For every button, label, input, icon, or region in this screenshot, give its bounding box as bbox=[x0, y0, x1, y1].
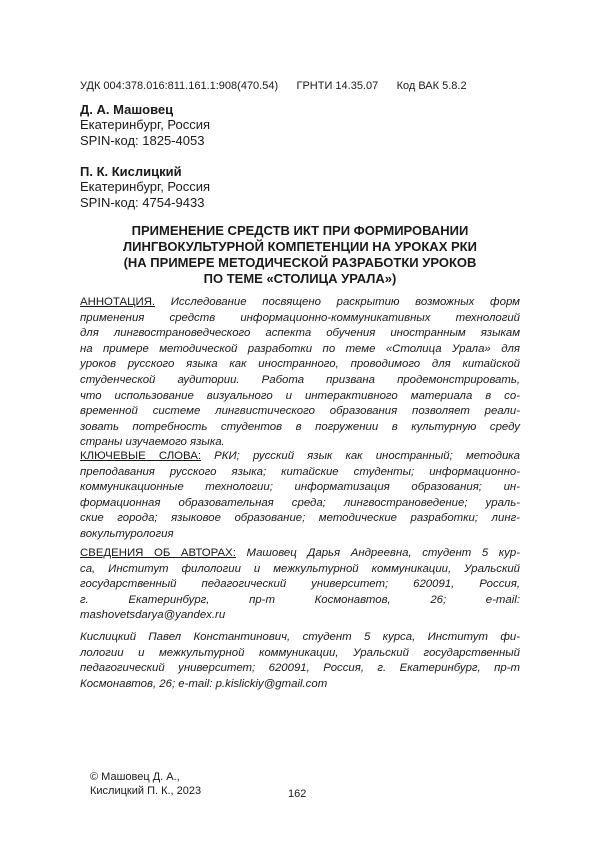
author-city: Екатеринбург, Россия bbox=[80, 179, 211, 194]
about-line: Кислицкий Павел Константинович, студент 5 курса, Институт фи- bbox=[80, 631, 520, 643]
abstract-line: студенческой аудитории. Работа призвана продемонстрировать, bbox=[80, 373, 520, 386]
vak-code: Код ВАК 5.8.2 bbox=[396, 80, 467, 92]
about-line: са, Институт филологии и межкультурной коммуникации, Уральский bbox=[80, 562, 520, 575]
author-city: Екатеринбург, Россия bbox=[80, 117, 211, 132]
grnti-code: ГРНТИ 14.35.07 bbox=[296, 80, 379, 92]
abstract-line bbox=[80, 295, 520, 311]
about-line: педагогический университет; 620091, Россия, г. Екатеринбург, пр-т bbox=[80, 662, 520, 675]
keywords bbox=[80, 449, 520, 543]
author-spin: SPIN-код: 4754-9433 bbox=[80, 195, 205, 210]
about-line: г. Екатеринбург, пр-т Космонавтов, 26; e-mail: bbox=[80, 593, 520, 606]
about-email: mashovetsdarya@yandex.ru bbox=[80, 609, 226, 622]
abstract-line: на примере методической разработки по теме «Столица Урала» для bbox=[80, 342, 520, 355]
keywords-label: КЛЮЧЕВЫЕ СЛОВА: bbox=[80, 450, 202, 462]
author-name: П. К. Кислицкий bbox=[80, 164, 182, 179]
copyright bbox=[90, 770, 201, 798]
copyright-line: © Машовец Д. А., bbox=[90, 771, 180, 783]
title-line: (НА ПРИМЕРЕ МЕТОДИЧЕСКОЙ РАЗРАБОТКИ УРОКОВ bbox=[123, 255, 477, 270]
keywords-line: преподавания русского языка; китайские студенты; информационно- bbox=[80, 465, 520, 478]
abstract-line: для лингвострановедческого аспекта обучения иностранным языкам bbox=[80, 327, 520, 340]
keywords-text: РКИ; русский язык как иностранный; методика bbox=[201, 450, 520, 462]
keywords-line bbox=[80, 449, 520, 465]
abstract-line: применения средств информационно-коммуникативных технологий bbox=[80, 311, 520, 324]
title-line: ПО ТЕМЕ «СТОЛИЦА УРАЛА») bbox=[203, 271, 397, 286]
about-line: государственный педагогический университет; 620091, Россия, bbox=[80, 578, 520, 591]
author-block-2 bbox=[80, 164, 210, 211]
abstract-line: страны изучаемого языка. bbox=[80, 436, 225, 449]
page-number: 162 bbox=[288, 788, 307, 800]
udk-code: УДК 004:378.016:811.161.1:908(470.54) bbox=[80, 80, 279, 92]
abstract bbox=[80, 295, 520, 451]
about-second-author bbox=[80, 630, 520, 692]
copyright-line: Кислицкий П. К., 2023 bbox=[90, 785, 202, 797]
about-text: Машовец Дарья Андреевна, студент 5 кур- bbox=[235, 547, 520, 559]
abstract-line: временной системе лингвистического образования позволяет реали- bbox=[80, 405, 520, 418]
abstract-text: Исследование посвящено раскрытию возможных форм bbox=[155, 296, 520, 308]
classification-line bbox=[80, 80, 467, 92]
keywords-line: формационная образовательная среда; лингвострановедение; ураль- bbox=[80, 496, 520, 509]
author-block-1 bbox=[80, 102, 210, 149]
keywords-line: вокультурология bbox=[80, 527, 174, 540]
about-authors bbox=[80, 546, 520, 624]
author-spin: SPIN-код: 1825-4053 bbox=[80, 133, 205, 148]
abstract-line: что использование визуального и интерактивного материала в со- bbox=[80, 389, 520, 402]
abstract-label: АННОТАЦИЯ. bbox=[80, 296, 156, 308]
abstract-line: уроков русского языка как иностранного, проводимого для китайской bbox=[80, 358, 520, 371]
title-line: ПРИМЕНЕНИЕ СРЕДСТВ ИКТ ПРИ ФОРМИРОВАНИИ bbox=[131, 223, 469, 238]
about-label: СВЕДЕНИЯ ОБ АВТОРАХ: bbox=[80, 547, 236, 559]
keywords-line: коммуникационные технологии; информатизация образования; ин- bbox=[80, 481, 520, 494]
author-name: Д. А. Машовец bbox=[80, 102, 174, 117]
about-line: Космонавтов, 26; e-mail: p.kislickiy@gmail.com bbox=[80, 677, 328, 690]
about-line: лологии и межкультурной коммуникации, Уральский государственный bbox=[80, 646, 520, 659]
article-title bbox=[80, 223, 520, 287]
title-line: ЛИНГВОКУЛЬТУРНОЙ КОМПЕТЕНЦИИ НА УРОКАХ РКИ bbox=[123, 239, 477, 254]
about-line bbox=[80, 546, 520, 562]
keywords-line: ские города; языковое образование; методические разработки; линг- bbox=[80, 512, 520, 525]
abstract-line: зовать потребность студентов в погружении в культурную среду bbox=[80, 420, 520, 433]
